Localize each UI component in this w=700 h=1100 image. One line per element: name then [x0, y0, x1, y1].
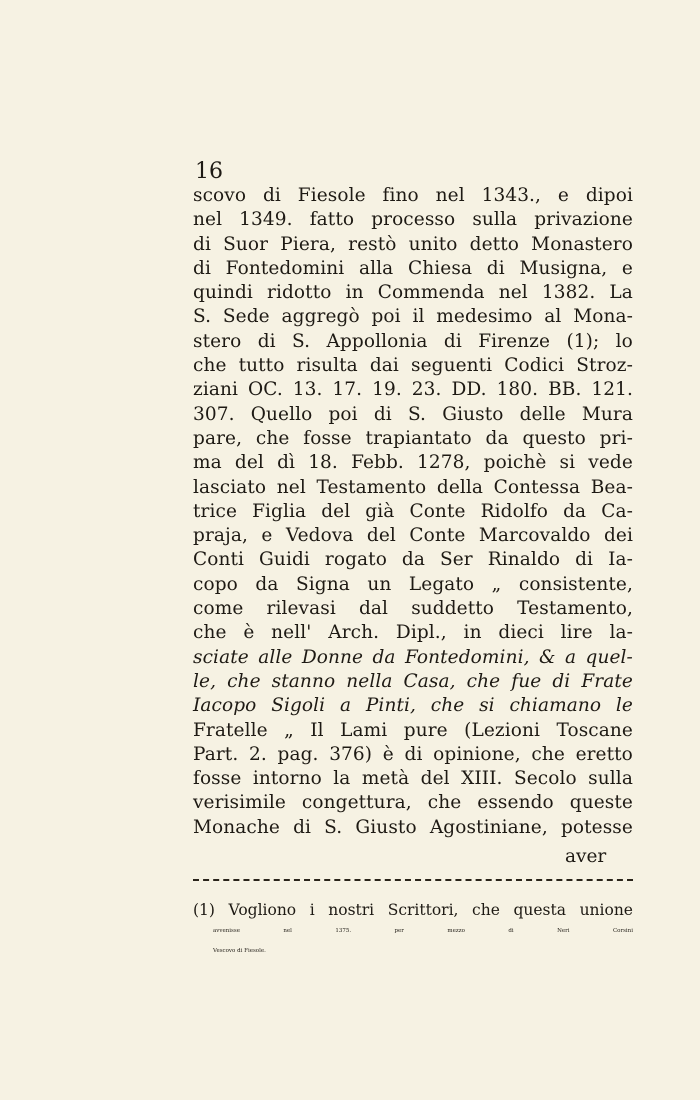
footnote-line [193, 900, 633, 921]
word: pri- [599, 427, 633, 449]
text-line [193, 281, 633, 305]
word: stanno [271, 670, 336, 692]
word: dipoi [585, 185, 633, 206]
footnote-line [193, 921, 633, 942]
word: potesse [560, 816, 633, 838]
word: suddetto [411, 598, 495, 620]
word: 180. [496, 379, 539, 401]
word: si [479, 695, 495, 717]
word: Conte [409, 500, 466, 522]
word: 1382. [541, 282, 596, 304]
word: mezzo [447, 927, 465, 934]
word: 17. [332, 379, 363, 401]
word: 1343., [481, 185, 542, 206]
word: 1375. [335, 927, 352, 934]
word: Part. [193, 743, 239, 765]
word: poi [328, 403, 358, 425]
word: Fratelle [193, 719, 268, 741]
word: tutto [238, 355, 285, 377]
word: questa [513, 901, 566, 919]
word: nel [283, 927, 292, 934]
word: Conte [409, 525, 466, 547]
word: vede [588, 452, 633, 474]
word: S. [292, 330, 311, 352]
word: si [559, 452, 576, 474]
word: DD. [451, 379, 487, 401]
word: Lami [340, 719, 388, 741]
word: rogato [324, 549, 387, 571]
word: Codici [504, 355, 565, 377]
word: ziani [193, 379, 239, 401]
word: per [394, 927, 404, 934]
word: nel [193, 209, 223, 231]
word: risulta [296, 355, 358, 377]
word: la- [609, 622, 633, 644]
word: „ [491, 573, 502, 595]
word: di [575, 549, 594, 571]
word: la [333, 768, 351, 790]
text-line [193, 378, 633, 402]
word: essendo [477, 792, 554, 814]
word: dieci [498, 622, 544, 644]
word: fosse [193, 768, 242, 790]
word: 376) [329, 743, 373, 765]
word: „ [284, 719, 294, 741]
word: Corsini [612, 927, 633, 934]
word: Stroz- [576, 355, 633, 377]
word: 23. [411, 379, 442, 401]
word: praja, [193, 525, 248, 547]
word: che [193, 355, 227, 377]
word: da [563, 500, 587, 522]
word: lo [615, 330, 633, 352]
word: Febb. [351, 452, 404, 474]
word: S. [193, 306, 212, 328]
text-line [193, 330, 633, 354]
word: è [382, 743, 394, 765]
word: di [404, 743, 423, 765]
word: di [373, 403, 392, 425]
word: le, [193, 670, 217, 692]
text-line [193, 427, 633, 451]
word: pag. [277, 743, 319, 765]
word: 18. [308, 452, 338, 474]
word: unito [408, 233, 458, 255]
word: Pinti, [365, 695, 416, 717]
word: dei [603, 525, 633, 547]
word: Agostiniane, [429, 816, 548, 838]
word: di [293, 816, 312, 838]
word: 2. [248, 743, 267, 765]
word: OC. [247, 379, 283, 401]
word: che [466, 670, 501, 692]
word: Rinaldo [487, 549, 561, 571]
word: fue [511, 670, 542, 692]
word: al [544, 306, 562, 328]
word: questo [522, 427, 586, 449]
word: da [372, 646, 396, 668]
word: Quello [250, 403, 313, 425]
word: poi [371, 306, 401, 328]
word: Dipl., [395, 622, 447, 644]
text-line [193, 719, 633, 743]
word: Neri [557, 927, 570, 934]
word: pare, [193, 427, 243, 449]
word: (Lezioni [464, 719, 541, 741]
word: e [261, 525, 273, 547]
text-line [193, 208, 633, 232]
word: quel- [585, 646, 633, 668]
text-line [193, 646, 633, 670]
word: di [262, 185, 281, 206]
word: Chiesa [408, 257, 473, 279]
word: Ca- [601, 500, 633, 522]
word: privazione [534, 209, 633, 231]
word: queste [569, 792, 633, 814]
word: nell' [271, 622, 312, 644]
word: scovo [193, 185, 247, 206]
word: Signa [295, 573, 350, 595]
word: pure [403, 719, 448, 741]
word: Sede [222, 306, 270, 328]
word: da [255, 573, 279, 595]
word: sulla [588, 768, 633, 790]
word: in [463, 622, 482, 644]
word: ma [193, 452, 222, 474]
word: il [412, 306, 425, 328]
word: Scrittori, [387, 901, 459, 919]
word: trapiantato [365, 427, 472, 449]
text-line [193, 305, 633, 329]
word: nostri [328, 901, 375, 919]
word: Bea- [590, 476, 633, 498]
word: un [367, 573, 392, 595]
word: già [365, 500, 395, 522]
word: XIII. [461, 768, 503, 790]
word: che [255, 427, 290, 449]
word: restò [348, 233, 397, 255]
text-line [193, 816, 633, 840]
word: Monastero [531, 233, 633, 255]
word: del [321, 500, 351, 522]
word: verisimile [193, 792, 286, 814]
word: nel [435, 185, 465, 206]
text-line [193, 500, 633, 524]
word: detto [469, 233, 519, 255]
word: poichè [483, 452, 547, 474]
word: da [485, 427, 509, 449]
text-line [193, 233, 633, 257]
text-line [193, 548, 633, 572]
text-line [193, 743, 633, 767]
word: di [552, 670, 571, 692]
word: seguenti [410, 355, 493, 377]
word: consistente, [518, 573, 633, 595]
word: Contessa [493, 476, 581, 498]
word: Piera, [280, 233, 336, 255]
word: Fiesole [297, 185, 366, 206]
word: & [539, 646, 556, 668]
word: 19. [372, 379, 402, 401]
word: copo [193, 573, 238, 595]
word: metà [361, 768, 410, 790]
word: Suor [223, 233, 269, 255]
word: Testamento [316, 476, 427, 498]
word: Firenze [478, 330, 551, 352]
word: Fontedomini [225, 257, 345, 279]
word: S. [407, 403, 427, 425]
word: rilevasi [266, 598, 336, 620]
main-text [193, 184, 633, 840]
word: Donne [301, 646, 364, 668]
text-line [193, 670, 633, 694]
word: quindi [193, 282, 253, 304]
word: sulla [472, 209, 518, 231]
word: Ridolfo [480, 500, 549, 522]
word: Secolo [513, 768, 577, 790]
word: Musigna, [519, 257, 608, 279]
word: Casa, [403, 670, 456, 692]
word: è [243, 622, 255, 644]
word: sciate [193, 646, 249, 668]
word: aggregò [281, 306, 360, 328]
word: che [430, 695, 465, 717]
text-line [193, 791, 633, 815]
word: trice [193, 500, 238, 522]
text-line [193, 621, 633, 645]
word: Il [310, 719, 324, 741]
word: dì [277, 452, 296, 474]
word: i [309, 901, 315, 919]
word: e [621, 257, 633, 279]
word: processo [371, 209, 456, 231]
word: Conti [193, 549, 245, 571]
word: che [227, 670, 261, 692]
word: che [193, 622, 227, 644]
word: unione [579, 901, 633, 919]
word: Giusto [355, 816, 417, 838]
word: della [436, 476, 484, 498]
word: di [443, 330, 462, 352]
word: Arch. [328, 622, 380, 644]
word: dai [369, 355, 399, 377]
word: Marcovaldo [478, 525, 591, 547]
word: stero [193, 330, 242, 352]
word: in [345, 282, 364, 304]
text-line [193, 257, 633, 281]
word: che [427, 792, 462, 814]
word: a [564, 646, 577, 668]
word: fosse [303, 427, 352, 449]
catchword: aver [565, 846, 607, 867]
word: alle [258, 646, 293, 668]
word: lire [560, 622, 593, 644]
word: 1349. [239, 209, 293, 231]
word: congettura, [301, 792, 412, 814]
footnote [193, 900, 633, 962]
text-line [193, 597, 633, 621]
word: Testamento, [517, 598, 633, 620]
word: Figlia [252, 500, 307, 522]
text-line [193, 403, 633, 427]
word: ridotto [267, 282, 332, 304]
word: che [531, 743, 565, 765]
word: intorno [252, 768, 322, 790]
word: Sigoli [271, 695, 326, 717]
word: del [234, 452, 264, 474]
word: 13. [292, 379, 323, 401]
text-line [193, 573, 633, 597]
word: alla [359, 257, 394, 279]
word: medesimo [436, 306, 533, 328]
word: Mona- [573, 306, 633, 328]
text-line [193, 694, 633, 718]
word: del [366, 525, 396, 547]
word: fatto [309, 209, 355, 231]
word: a [339, 695, 352, 717]
word: delle [519, 403, 566, 425]
word: Mura [581, 403, 633, 425]
word: Vogliono [228, 901, 297, 919]
word: avvenisse [213, 927, 240, 934]
word: Giusto [442, 403, 504, 425]
word: Fontedomini, [404, 646, 530, 668]
word: Vedova [285, 525, 354, 547]
word: Toscane [556, 719, 633, 741]
word: Ser [439, 549, 473, 571]
word: BB. [548, 379, 582, 401]
word: di [486, 257, 505, 279]
word: Appollonia [326, 330, 428, 352]
word: e [557, 185, 569, 206]
word: La [609, 282, 633, 304]
word: nella [346, 670, 393, 692]
word: lasciato [193, 476, 267, 498]
word: del [420, 768, 450, 790]
page-number: 16 [195, 159, 223, 184]
text-line [193, 184, 633, 208]
word: S. [324, 816, 343, 838]
word: opinione, [433, 743, 521, 765]
word: fino [382, 185, 419, 206]
word: Commenda [377, 282, 485, 304]
footnote-divider [193, 879, 633, 881]
word: che [472, 901, 500, 919]
word: da [401, 549, 425, 571]
word: nel [498, 282, 528, 304]
word: di [193, 257, 211, 279]
word: Legato [408, 573, 475, 595]
word: come [193, 598, 244, 620]
text-line [193, 451, 633, 475]
word: Iacopo [193, 695, 257, 717]
word: le [615, 695, 633, 717]
word: eretto [575, 743, 633, 765]
text-line [193, 354, 633, 378]
text-line [193, 524, 633, 548]
word: di [508, 927, 514, 934]
footnote-line: Vescovo di Fiesole. [213, 948, 266, 954]
word: 121. [591, 379, 633, 401]
word: 1278, [417, 452, 471, 474]
word: (1); [566, 330, 600, 352]
word: dal [358, 598, 389, 620]
text-line [193, 476, 633, 500]
word: di [257, 330, 276, 352]
word: 307. [193, 403, 235, 425]
word: Guidi [259, 549, 310, 571]
word: Frate [581, 670, 633, 692]
word: (1) [193, 901, 215, 919]
word: di [193, 233, 211, 255]
text-line [193, 767, 633, 791]
word: nel [276, 476, 306, 498]
word: Ia- [608, 549, 633, 571]
word: Monache [193, 816, 280, 838]
word: chiamano [509, 695, 602, 717]
